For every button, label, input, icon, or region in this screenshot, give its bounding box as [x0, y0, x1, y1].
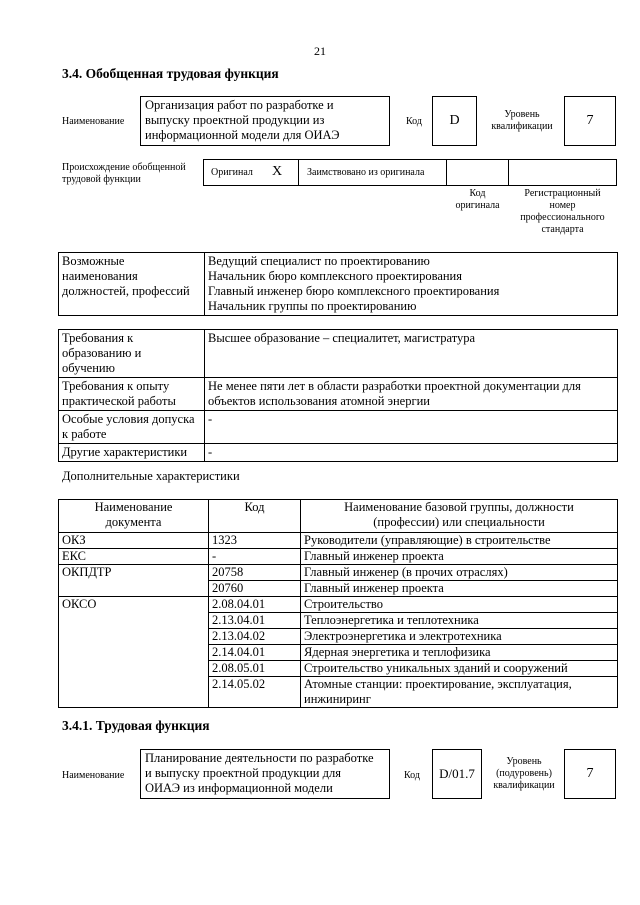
row-code: 2.14.05.02: [209, 677, 301, 708]
subsection-level-label-line: квалификации: [493, 780, 555, 791]
subsection-level-label-line: (подуровень): [496, 768, 552, 779]
row-doc: ОКПДТР: [59, 565, 209, 597]
additional-title: Дополнительные характеристики: [62, 469, 240, 483]
origin-label-line: Происхождение обобщенной: [62, 162, 186, 173]
requirement-value-line: -: [208, 445, 213, 459]
row-code: 2.08.05.01: [209, 661, 301, 677]
origin-original-mark: X: [272, 164, 283, 179]
row-doc: ОКСО: [59, 597, 209, 708]
table-row: [59, 549, 618, 565]
position-item: Ведущий специалист по проектированию: [208, 254, 430, 268]
subsection-name-line: Планирование деятельности по разработке: [145, 751, 374, 765]
subsection-name-line: ОИАЭ из информационной модели: [145, 781, 333, 795]
requirement-value-line: объектов использования атомной энергии: [208, 394, 430, 408]
origin-borrowed-cell: [298, 159, 447, 186]
requirement-row: [59, 330, 618, 378]
section-name-line: выпуску проектной продукции из: [145, 113, 325, 127]
subsection-code-value: D/01.7: [432, 749, 482, 799]
section-code-label: Код: [406, 116, 422, 127]
subsection-name-label: Наименование: [62, 770, 125, 781]
header-doc: [59, 500, 209, 533]
row-code: 20758: [209, 565, 301, 581]
section-level-value: 7: [564, 96, 616, 146]
requirement-value-line: Высшее образование – специалитет, магистратура: [208, 331, 476, 345]
origin-reg-caption-line: номер: [549, 200, 576, 211]
additional-table: [58, 499, 618, 708]
table-row: [59, 597, 618, 613]
requirement-value-cell: [205, 378, 618, 411]
position-item: Начальник бюро комплексного проектирования: [208, 269, 462, 283]
requirement-label-cell: [59, 330, 205, 378]
row-name: Теплоэнергетика и теплотехника: [301, 613, 618, 629]
page-number: 21: [314, 44, 326, 58]
header-name-line: Наименование базовой группы, должности: [344, 500, 574, 514]
origin-reg-caption-line: стандарта: [541, 224, 584, 235]
table-row: [59, 565, 618, 581]
header-doc-line: Наименование: [94, 500, 173, 514]
positions-label-line: Возможные: [62, 254, 125, 268]
requirement-row: [59, 378, 618, 411]
origin-label-line: трудовой функции: [62, 174, 141, 185]
row-name: Ядерная энергетика и теплофизика: [301, 645, 618, 661]
section-heading: 3.4. Обобщенная трудовая функция: [62, 66, 279, 81]
origin-reg-caption: [508, 188, 617, 236]
row-code: 1323: [209, 533, 301, 549]
origin-code-caption-line: Код: [469, 188, 486, 199]
requirement-row: [59, 411, 618, 444]
requirement-label-cell: [59, 411, 205, 444]
row-name: Строительство: [301, 597, 618, 613]
section-name-label: Наименование: [62, 116, 125, 127]
row-name-line: инжиниринг: [304, 692, 371, 706]
positions-values-cell: [205, 253, 618, 316]
origin-original-cell: [203, 159, 299, 186]
requirement-label-line: практической работы: [62, 394, 176, 408]
requirement-label-line: образованию и: [62, 346, 142, 360]
origin-code-cell: [446, 159, 509, 186]
positions-label-line: должностей, профессий: [62, 284, 190, 298]
position-item: Начальник группы по проектированию: [208, 299, 417, 313]
requirement-label-line: Другие характеристики: [62, 445, 188, 459]
section-code-value: D: [432, 96, 477, 146]
subsection-level-value: 7: [564, 749, 616, 799]
section-level-label-line: квалификации: [491, 121, 553, 132]
row-code: -: [209, 549, 301, 565]
header-doc-line: документа: [105, 515, 162, 529]
requirement-row: [59, 444, 618, 462]
section-level-label-line: Уровень: [504, 109, 540, 120]
positions-label-cell: [59, 253, 205, 316]
requirement-label-line: к работе: [62, 427, 107, 441]
row-doc: ЕКС: [59, 549, 209, 565]
requirement-label-line: Требования к: [62, 331, 134, 345]
row-code: 2.13.04.02: [209, 629, 301, 645]
origin-borrowed-label: Заимствовано из оригинала: [307, 167, 425, 178]
header-name-line: (профессии) или специальности: [373, 515, 545, 529]
section-name-line: информационной модели для ОИАЭ: [145, 128, 340, 142]
subsection-code-label: Код: [404, 770, 420, 781]
row-doc: ОКЗ: [59, 533, 209, 549]
subsection-level-label-line: Уровень: [506, 756, 542, 767]
origin-code-caption: [446, 188, 509, 212]
position-item: Главный инженер бюро комплексного проектирования: [208, 284, 500, 298]
row-code: 2.14.04.01: [209, 645, 301, 661]
row-code: 2.08.04.01: [209, 597, 301, 613]
subsection-name-line: и выпуску проектной продукции для: [145, 766, 341, 780]
requirement-label-line: Требования к опыту: [62, 379, 170, 393]
origin-code-caption-line: оригинала: [455, 200, 500, 211]
row-name: Главный инженер проекта: [301, 581, 618, 597]
requirement-value-line: Не менее пяти лет в области разработки проектной документации для: [208, 379, 581, 393]
origin-reg-cell: [508, 159, 617, 186]
row-name-line: Атомные станции: проектирование, эксплуатация,: [304, 677, 572, 691]
positions-label-line: наименования: [62, 269, 138, 283]
origin-label: [62, 162, 186, 186]
row-name: Руководители (управляющие) в строительстве: [301, 533, 618, 549]
row-code: 2.13.04.01: [209, 613, 301, 629]
section-level-label: [484, 109, 560, 133]
header-code: Код: [209, 500, 301, 533]
section-name-box: [140, 96, 390, 146]
header-name: [301, 500, 618, 533]
positions-row: [59, 253, 618, 316]
table-row: [59, 533, 618, 549]
requirement-value-cell: [205, 444, 618, 462]
row-name: Электроэнергетика и электротехника: [301, 629, 618, 645]
origin-reg-caption-line: профессионального: [520, 212, 605, 223]
row-name: Главный инженер (в прочих отраслях): [301, 565, 618, 581]
subsection-name-box: [140, 749, 390, 799]
row-name: Строительство уникальных зданий и сооружений: [301, 661, 618, 677]
additional-header-row: [59, 500, 618, 533]
section-name-line: Организация работ по разработке и: [145, 98, 334, 112]
requirement-label-line: Особые условия допуска: [62, 412, 195, 426]
subsection-level-label: [488, 756, 560, 792]
origin-original-label: Оригинал: [211, 167, 253, 178]
row-name: Главный инженер проекта: [301, 549, 618, 565]
requirement-value-line: -: [208, 412, 213, 426]
requirement-label-cell: [59, 444, 205, 462]
requirement-label-cell: [59, 378, 205, 411]
subsection-heading: 3.4.1. Трудовая функция: [62, 718, 210, 733]
origin-reg-caption-line: Регистрационный: [524, 188, 601, 199]
requirements-table: [58, 329, 618, 462]
row-code: 20760: [209, 581, 301, 597]
requirement-value-cell: [205, 330, 618, 378]
requirement-label-line: обучению: [62, 361, 115, 375]
requirement-value-cell: [205, 411, 618, 444]
positions-table: [58, 252, 618, 316]
row-name: [301, 677, 618, 708]
